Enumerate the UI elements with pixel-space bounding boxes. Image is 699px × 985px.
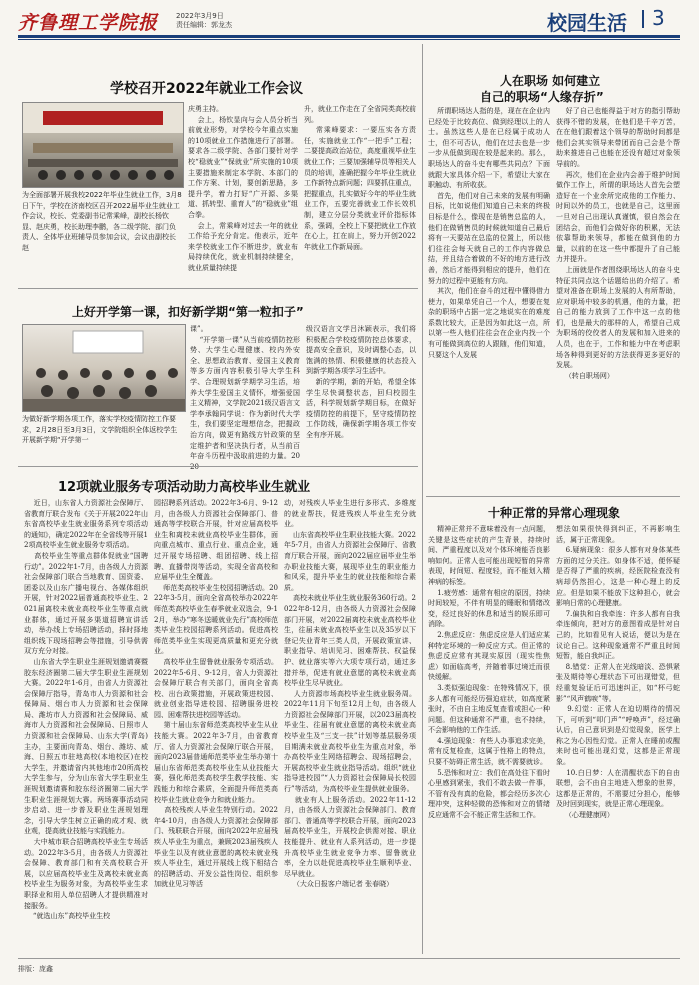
article3-column-1: 近日，山东省人力资源社会保障厅、省教育厅联合发布《关于开展2022年山东省高校毕业生就业服务系列专项活动的通知》，确定2022年在全省线等开展12项高校毕业生就业服务专项活动。 高校毕业生等重点群体促就业“国聘行动”。2022年1-7月，由各级人力资源社会保障部门联合当地教育、国资委、团委以及山东广播电视台、各媒体组织开展，针对2022届普通高校毕业生、2021届离校未就业高校毕业生等重点就业群体，通过开展多渠道招聘宣讲活动，举办线上专场招聘活动，择时择地组织线下现场招聘会等措施，引导供需双方充分对接。 山东省大学生职业生涯规划邀请赛暨胶东经济圈第二届大学生职业生涯规划大赛。2022年1-6月，由省人力资源社会保障厅指导，青岛市人力资源和社会保障局、烟台市人力资源和社会保障局、潍坊市人力资源和社会保障局、威海市人力资源和社会保障局、日照市人力资源和社会保障局、山东大学(青岛)主办，主要面向青岛、烟台、潍坊、威海、日照五市驻地高校(本地校区)在校大学生，并邀请省内其他地市20所高校大学生参与，分为山东省大学生职业生涯规划邀请赛和胶东经济圈第二届大学生职业生涯规划大赛。两场赛事活动同步启动、进一步普及职业生涯规划理念，引导大学生树立正确的成才观、就业观，提高就业技能与实践能力。 大中城市联合招聘高校毕业生专场活动。2022年3-5月，由各级人力资源社会保障、教育部门和有关高校联合开展，以应届高校毕业生及离校未就业高校毕业生为服务对象，为高校毕业生求职择业和用人单位招聘人才提供精准对接服务。 “就选山东”高校毕业生校 bbox=[24, 499, 149, 921]
divider bbox=[426, 496, 680, 497]
article5-title: 十种正常的异常心理现象 bbox=[488, 506, 621, 520]
divider bbox=[18, 466, 418, 467]
article4-column-1: 所谓职场达人指的是，现在在企业内已经处于比较高位、做到经理以上的人士。虽然这些人是在已经属于成功人士，但不可否认，他们在过去也是一步一步从低做到现在较是起来的。那么，职场达人的奋斗史有哪些共同点？下面就跟大家具体介绍一下，希望让大家在职触动、有所收获。 首先，他们对自己未来的发展有明确目标，比如说他们知道自己未来的终极目标是什么，像现在是销售总监的人，他们在做销售员的时候就知道自己最后将有一天要站在总监的位置上，所以他们往往会每天就自己的工作内容做总结，并且结合着做的不好的地方进行改善，然后才能得到相应的提升，他们在努力的过程中更能有方向。 其次，他们在奋斗的过程中懂得借力使力，如果单凭自己一个人，想要在复杂的职场中占据一定之地说实在的难度系数比较大，正是因为如此这一点，所以第一些人他们往往会在企业内找一个有可能做到高位的人跟随，他们知道，只要这个人发展 bbox=[428, 107, 551, 359]
classroom-image bbox=[23, 325, 185, 411]
article1-column-2: 庆勇主持。 会上，杨钦显向与会人员分析当前就业形势，对学校今年重点实施的10项就业工作措施进行了部署。要求各二级学院、各部门要针对学校“稳就业”“保就业”所实施的10项主要措施来制定本学院、本部门的工作方案、计划，要创新思路，多提升学，着力打好“广开源、多渠道、抓转型、重育人”的“稳就业”组合拳。 会上，常乘峰对过去一年的就业工作给予充分肯定。他表示，近年来学校就业工作不断进步，就业布局持续优化，就业机制持续健全，就业质量持续提 bbox=[188, 105, 299, 272]
article2-title: 上好开学第一课，扣好新学期“第一粒扣子” bbox=[72, 305, 304, 319]
article2-caption: 为做好新学期各项工作，落实学校疫情防控工作要求，2月28日至3月3日，文学院组织全体返校学生开展新学期“开学第一 bbox=[22, 415, 178, 445]
article1-column-3: 升，就业工作走在了全省同类高校前列。 常乘峰要求：一要压实各方责任，实施就业工作“一把手”工程；二要提高政治站位，高度重视毕业生就业工作；三要加强辅导员等相关人员的培训，准确把握今年毕业生就业工作新特点新问题；四要抓住重点，把握重点，扎实做好今年的毕业生就业工作，五要完善就业工作长效机制，建立分层分类就业评价指标体系，强调，全校上下要把就业工作放在心上，扛在肩上，努力开创2022年就业工作新局面。 bbox=[304, 105, 417, 251]
article3-title: 12项就业服务专项活动助力高校毕业生就业 bbox=[58, 480, 311, 495]
typesetter-credit: 排版：庞鑫 bbox=[18, 965, 53, 973]
article2-photo bbox=[22, 324, 186, 412]
article4-title-line1: 人在职场 如何建立 bbox=[500, 74, 601, 88]
footer-rule bbox=[18, 958, 680, 959]
issue-date bbox=[176, 12, 232, 30]
article5-column-1: 精神正常并不意味着没有一点问题，关键是这些症状的产生背景，持续时间、严重程度以及对个体环境能否良影响如何。正常人也可能出现短暂的异常表现，时间短、程度轻，而不能划入精神病的标签。 1.疲劳感：通常有相应的原因，持续时间较短，不伴有明显的睡眠和情绪改变，经过良好的休息和适当的娱乐即可消除。 2.焦虑反应：焦虑反应是人们适应某种特定环境的一种反应方式。但正常的焦虑反应常有其现实原因（现实性焦虑）如面临高考，并随着事过境迁而很快缓解。 3.类似强迫现象：在特殊情况下，很多人都有可能经历强迫症状，如高度紧张时，不由自主地反复查看或担心一种问题。但这种通常不严重，也不持续，不会影响他的工作生活。 4.强迫现象：有些人办事追求完美，常有反复检查，这属于性格上的特点，只要不妨碍正常生活，就不需要就诊。 5.恐怖和对立：我们在高处往下看时心里感到紧张，我们不敢去做一件事，不管有没有真的危险，都会经历多次心理冲突，这种轻微的恐怖和对立的情绪反应通常不会不能正常生活和工作。 bbox=[428, 525, 551, 820]
masthead: 齐鲁理工学院报 bbox=[18, 12, 159, 34]
section-title: 校园生活 bbox=[547, 11, 627, 35]
article5-column-2: 想法如果很快得到纠正，不再影响生活，属于正常现象。 6.疑病现象：很多人都有对身体某些方面的过分关注。如身体不适，便怀疑是否得了严重的疾病，经医院检查没有病却仍然担心，这是一种心理上的反应。但是如果不能放下这种担心，就会影响日常的心理健康。 7.偏执和自我牵连：许多人都有自我牵连倾向，把对方的意图看成是针对自己的，比如看见有人说话，便以为是在议论自己。这种现象通常不严重且时间短暂，能自我纠正。 8.错觉：正常人在光线暗淡、恐惧紧张及期待等心理状态下可出现错觉，但经重复验证后可迅速纠正，如“杯弓蛇影”“风声鹤唳”等。 9.幻觉：正常人在迫切期待的情况下，可听到“叩门声”“呼唤声”，经过确认后，自己意识到是幻觉现象，医学上称之为心因性幻觉。正常人在睡前或醒来时也可能出现幻觉，这都是正常现象。 10.白日梦：人在清醒状态下的自由联想，会不由自主地进入想象的世界，这都是正常的，不需要过分担心，能够及时回到现实，就是正常心理现象。 （心理健康网） bbox=[556, 525, 680, 820]
article3-column-3: 动，对残疾人毕业生进行多形式、多维度的就业帮扶，促进残疾人毕业生充分就业。 山东省高校毕业生职业技能大赛。2022年5-7月，由省人力资源社会保障厅、省教育厅联合开展，面向2022届应届毕业生举办职业技能大赛，展现毕业生的职业能力和风采，提升毕业生的就业技能和综合素质。 高校未就业毕业生就业服务360行动。2022年8-12月，由各级人力资源社会保障部门开展，对2022届离校未就业高校毕业生，往届未就业高校毕业生以及35岁以下登记失业青年三类人员，开展政策宣讲、职业指导、培训见习、困难帮扶、权益保护、就业落实等六大项专项行动，通过多措并举，促进有就业意愿的离校未就业高校毕业生尽早就业。 人力资源市场高校毕业生就业服务周。2022年11月下旬至12月上旬，由各级人力资源社会保障部门开展，以2023届高校毕业生、往届有就业意愿的离校未就业高校毕业生及“三支一扶”计划等基层服务项目期满未就业高校毕业生为重点对象，举办高校毕业生网络招聘会、现场招聘会，开展高校毕业生就业指导活动。组织“就业指导进校园”“人力资源社会保障局长校园行”等活动，为高校毕业生提供就业服务。 就业有人上服务活动。2022年11-12月，由各级人力资源社会保障部门、教育部门、普通高等学校联合开展，面向2023届高校毕业生，开展校企供需对接、职业技能提升、就业有人系列活动，进一步提升高校毕业生就业竞争力率、留鲁就业率，全力以赴促进高校毕业生顺利毕业、尽早就业。 （大众日报客户端记者 张春晓） bbox=[284, 499, 417, 889]
article1-title: 学校召开2022年就业工作会议 bbox=[110, 81, 303, 97]
article4-column-2: 好了自己也能得益于对方的指引帮助获得不错的发展，在他们是千辛万苦，在在他们跟着这个领导的帮助时间都是他们会其实领导来带团而自己会是个帮助来推进自己也能在还没有超过对象领导前的。 再次，他们在企业内会善于维护时间做作工作上，所谓的职场达人首先会塑造好在一个业余所完成他的工作能力、时间以外的员工，也就是自己，这里面一旦对自己出现认真谨慎，很自然会在团结会，而他们会做好你的积累，无法依靠帮助来领导，都能在做到他的力量，以前的在这一些中都提升了自己能力并提升。 上面就是作者围绕职场达人的奋斗史特征共同点这个话题给出的介绍了。希望对准备在职场上发展的人有所帮助，应对职场中较多的机遇，他的力量，把自己的能力放到了工作中这一点的他们，也是最大的那样的人，希望自己成为职场的佼佼者人的发展和加入进来的人员，也在于，工作和能力中在考虑职场各种得到更好的方法获得更多更好的发展。 （转自职场网） bbox=[556, 107, 681, 380]
column-divider bbox=[422, 44, 423, 954]
header-rule bbox=[18, 35, 680, 38]
meeting-room-image bbox=[23, 103, 183, 187]
page-number-divider bbox=[642, 10, 644, 28]
article4-title-line2: 自己的职场“人缘存折” bbox=[480, 90, 604, 104]
date-text: 2022年3月9日 bbox=[176, 12, 224, 20]
article3-column-2: 园招聘系列活动。2022年3-6月、9-12月，由各级人力资源社会保障部门、普通高等学校联合开展，针对应届高校毕业生和离校未就业高校毕业生群体，面向重点城市、重点行业、重点企业，通过开展专场招聘、组团招聘、线上招聘、直播带岗等活动，实现全省高校和应届毕业生全覆盖。 师范类高校毕业生校园招聘活动。2022年3-5月，面向全省高校举办2022年师范类高校毕业生春季就业双选会，9-12月，举办“寒冬送暖就业先行”高校师范类毕业生校园招聘系列活动。促进高校师范类毕业生实现更高质量和更充分就业。 高校毕业生留鲁就业服务专项活动。2022年5-6月、9-12月，省人力资源社会保障厅联合有关部门，面向全省高校、出台政策措施，开展政策进校园、就业创业指导进校园、招聘服务进校园、困难帮扶进校园等活动。 第十届山东省师范类高校毕业生从业技能大赛。2022年3-7月，由省教育厅、省人力资源社会保障厅联合开展，面向2023届普通师范类毕业生举办第十届山东省师范类高校毕业生从业技能大赛，强化师范类高校学生教学技能、实践能力和综合素质，全面提升师范类高校毕业生就业竞争力和就业能力。 高校残疾人毕业生特别行动。2022年4-10月，由各级人力资源社会保障部门、残联联合开展，面向2022年应届残疾人毕业生为重点，兼顾2023届残疾人毕业生以及有就业意愿的离校未就业残疾人毕业生，通过开展线上线下相结合的招聘活动、开发公益性岗位、组织参加就业见习等活 bbox=[154, 499, 279, 889]
page-number: 3 bbox=[652, 6, 665, 30]
article1-photo bbox=[22, 102, 184, 188]
article2-column-3: 级汉语言文学吕沐颖表示，我们将积极配合学校疫情防控总体要求，提高安全意识，及时调整心态，以饱满的热情、积极健康的状态投入到新学期各项学习生活中。 新的学期，新的开始，希望全体学生尽快调整状态，回归校园生活，科学规划新学期目标，在做好疫情防控的前提下，坚守疫情防控工作防线，确保新学期各项工作安全有序开展。 bbox=[306, 325, 417, 439]
divider bbox=[18, 288, 418, 289]
header-rule-thin bbox=[18, 39, 680, 40]
article1-caption: 为全面部署开展我校2022年毕业生就业工作，3月8日下午，学校在济南校区召开2022届毕业生就业工作会议，校长、党委副书记常乘峰，副校长杨钦显、赵庆勇，校长助理李鹏，各二级学院、部门负责人、全体毕业班辅导员参加会议，会议由副校长赵 bbox=[22, 191, 182, 252]
article2-column-2: 课”。 “开学第一课”从当前疫情防控形势、大学生心理健康、校内外安全、思想政治教育、爱国主义教育等多方面内容积极引导大学生科学、合理规划新学期学习生活，培养大学生爱国主义情怀，增强爱国主义精神，文学院2021级汉语言文学李承翰同学说：作为新时代大学生，我们要坚定理想信念，把握政治方向，做更有路线方针政策的坚定维护者和坚决执行者，从当前百年奋斗历程中汲取前进的力量。20 bbox=[190, 325, 300, 461]
editor-text: 责任编辑：郭龙杰 bbox=[176, 21, 232, 29]
